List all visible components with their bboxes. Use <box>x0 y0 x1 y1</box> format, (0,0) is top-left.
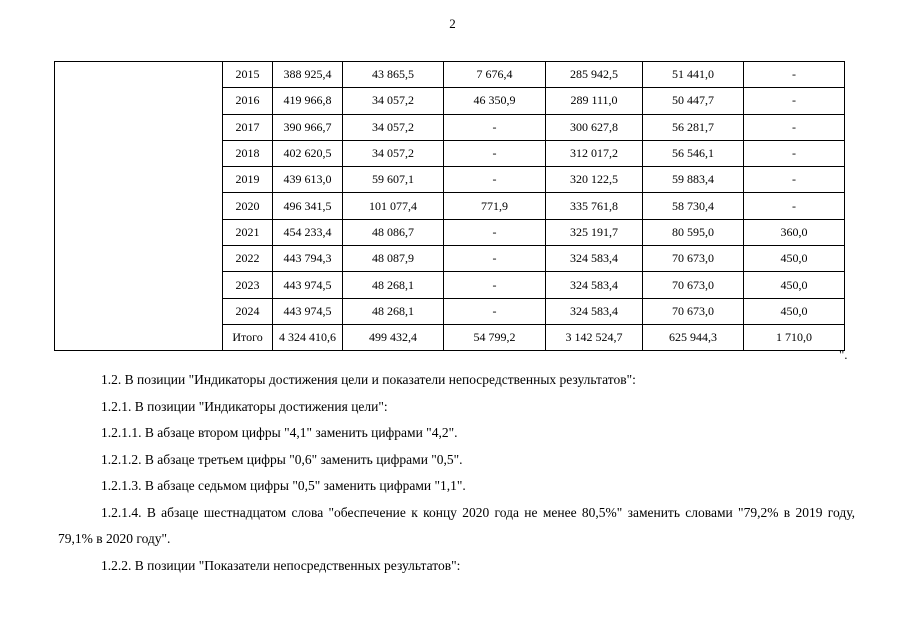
amount-cell: 390 966,7 <box>273 114 343 140</box>
amount-cell: 70 673,0 <box>643 246 744 272</box>
amount-cell: 50 447,7 <box>643 88 744 114</box>
amount-cell: 443 974,5 <box>273 298 343 324</box>
amount-cell: 48 087,9 <box>343 246 444 272</box>
amount-cell: 46 350,9 <box>444 88 546 114</box>
amendment-paragraphs <box>58 367 855 579</box>
page-number: 2 <box>449 16 456 31</box>
amount-cell: 771,9 <box>444 193 546 219</box>
amount-cell: 101 077,4 <box>343 193 444 219</box>
amount-cell: 289 111,0 <box>546 88 643 114</box>
amount-cell: 34 057,2 <box>343 88 444 114</box>
financing-table <box>54 61 845 351</box>
table-row <box>55 62 845 88</box>
year-cell: 2019 <box>223 167 273 193</box>
year-cell: 2022 <box>223 246 273 272</box>
amount-cell: 402 620,5 <box>273 140 343 166</box>
amount-cell: 320 122,5 <box>546 167 643 193</box>
amount-cell: 450,0 <box>744 246 845 272</box>
amount-cell: - <box>744 167 845 193</box>
amount-cell: 388 925,4 <box>273 62 343 88</box>
amount-cell: 54 799,2 <box>444 324 546 350</box>
amount-cell: 70 673,0 <box>643 272 744 298</box>
amount-cell: 450,0 <box>744 272 845 298</box>
amount-cell: 312 017,2 <box>546 140 643 166</box>
paragraph-1-2: 1.2. В позиции "Индикаторы достижения цели и показатели непосредственных результатов": <box>101 372 636 387</box>
paragraph-1-2-1-4: 1.2.1.4. В абзаце шестнадцатом слова "обеспечение к концу 2020 года не менее 80,5%" заменить словами "79,2% в 2019 году, 79,1% в 2020 году". <box>58 504 855 546</box>
year-cell: 2018 <box>223 140 273 166</box>
amount-cell: 48 268,1 <box>343 272 444 298</box>
amount-cell: 625 944,3 <box>643 324 744 350</box>
amount-cell: - <box>444 246 546 272</box>
amount-cell: 360,0 <box>744 219 845 245</box>
year-cell: 2021 <box>223 219 273 245</box>
amount-cell: 335 761,8 <box>546 193 643 219</box>
amount-cell: 43 865,5 <box>343 62 444 88</box>
year-cell: Итого <box>223 324 273 350</box>
amount-cell: - <box>744 88 845 114</box>
closing-quote: ". <box>839 347 848 362</box>
amount-cell: 56 546,1 <box>643 140 744 166</box>
amount-cell: - <box>744 140 845 166</box>
amount-cell: - <box>444 114 546 140</box>
amount-cell: 48 268,1 <box>343 298 444 324</box>
amount-cell: 70 673,0 <box>643 298 744 324</box>
amount-cell: - <box>744 193 845 219</box>
amount-cell: 300 627,8 <box>546 114 643 140</box>
table-body <box>55 62 845 351</box>
amount-cell: - <box>444 167 546 193</box>
year-cell: 2015 <box>223 62 273 88</box>
amount-cell: 285 942,5 <box>546 62 643 88</box>
amount-cell: - <box>444 298 546 324</box>
amount-cell: 80 595,0 <box>643 219 744 245</box>
paragraph-1-2-2: 1.2.2. В позиции "Показатели непосредственных результатов": <box>101 557 461 573</box>
amount-cell: 450,0 <box>744 298 845 324</box>
amount-cell: 324 583,4 <box>546 246 643 272</box>
amount-cell: 3 142 524,7 <box>546 324 643 350</box>
amount-cell: - <box>444 140 546 166</box>
paragraph-1-2-1-3: 1.2.1.3. В абзаце седьмом цифры "0,5" заменить цифрами "1,1". <box>101 478 466 493</box>
paragraph-1-2-1-2: 1.2.1.2. В абзаце третьем цифры "0,6" заменить цифрами "0,5". <box>101 451 463 467</box>
amount-cell: 4 324 410,6 <box>273 324 343 350</box>
amount-cell: 443 974,5 <box>273 272 343 298</box>
amount-cell: 56 281,7 <box>643 114 744 140</box>
year-cell: 2020 <box>223 193 273 219</box>
amount-cell: 1 710,0 <box>744 324 845 350</box>
amount-cell: 496 341,5 <box>273 193 343 219</box>
merged-label-cell <box>55 62 223 351</box>
year-cell: 2016 <box>223 88 273 114</box>
amount-cell: 324 583,4 <box>546 298 643 324</box>
amount-cell: 51 441,0 <box>643 62 744 88</box>
amount-cell: 59 883,4 <box>643 167 744 193</box>
amount-cell: 48 086,7 <box>343 219 444 245</box>
year-cell: 2017 <box>223 114 273 140</box>
amount-cell: 325 191,7 <box>546 219 643 245</box>
amount-cell: 439 613,0 <box>273 167 343 193</box>
amount-cell: 59 607,1 <box>343 167 444 193</box>
paragraph-1-2-1-1: 1.2.1.1. В абзаце втором цифры "4,1" заменить цифрами "4,2". <box>101 425 458 440</box>
amount-cell: 58 730,4 <box>643 193 744 219</box>
amount-cell: 324 583,4 <box>546 272 643 298</box>
amount-cell: 34 057,2 <box>343 140 444 166</box>
amount-cell: - <box>444 272 546 298</box>
amount-cell: 34 057,2 <box>343 114 444 140</box>
paragraph-1-2-1: 1.2.1. В позиции "Индикаторы достижения цели": <box>101 398 388 414</box>
amount-cell: - <box>744 114 845 140</box>
amount-cell: 7 676,4 <box>444 62 546 88</box>
amount-cell: 454 233,4 <box>273 219 343 245</box>
year-cell: 2023 <box>223 272 273 298</box>
amount-cell: 443 794,3 <box>273 246 343 272</box>
amount-cell: 419 966,8 <box>273 88 343 114</box>
year-cell: 2024 <box>223 298 273 324</box>
amount-cell: - <box>744 62 845 88</box>
amount-cell: 499 432,4 <box>343 324 444 350</box>
amount-cell: - <box>444 219 546 245</box>
